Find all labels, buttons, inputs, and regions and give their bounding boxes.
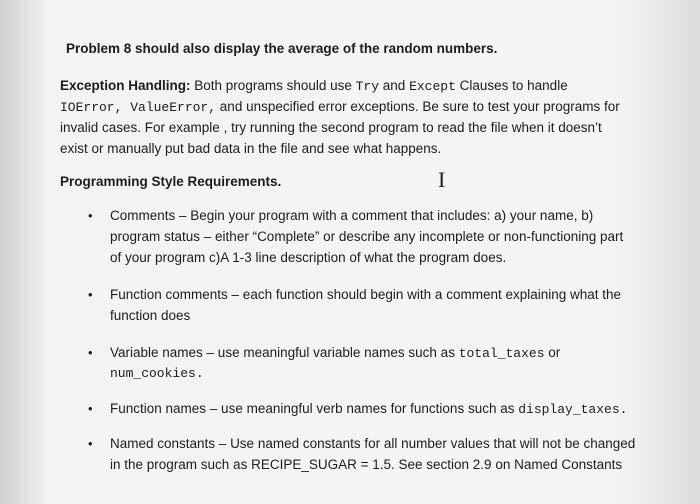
comments-line-2: program status – either “Complete” or describe any incomplete or non-functioning part (110, 229, 624, 244)
exception-text-4: and unspecified error exceptions. Be sure to test your programs for (216, 99, 620, 114)
except-keyword: Except (409, 79, 456, 94)
comments-line-1: Comments – Begin your program with a comment that includes: a) your name, b) (110, 208, 594, 223)
function-comments-line-1: Function comments – each function should begin with a comment explaining what the (110, 287, 622, 302)
display-taxes-code: display_taxes. (518, 402, 628, 417)
programming-style-heading: Programming Style Requirements. (60, 174, 282, 189)
exception-text-2: and (379, 78, 410, 93)
variable-names-line-1 (110, 342, 560, 364)
comments-line-3: of your program c)A 1-3 line description of what the program does. (110, 250, 507, 265)
bullet-icon: • (88, 208, 93, 223)
function-names-line (110, 398, 627, 420)
total-taxes-code: total_taxes (458, 346, 545, 361)
bullet-icon: • (88, 345, 93, 360)
exception-line-3: invalid cases. For example , try running the second program to read the file when it doesn’t (60, 120, 602, 135)
exception-handling-label: Exception Handling: (60, 78, 191, 93)
exception-line-4: exist or manually put bad data in the file and see what happens. (60, 141, 442, 156)
named-constants-line-2: in the program such as RECIPE_SUGAR = 1.5. See section 2.9 on Named Constants (110, 457, 623, 472)
ioerror-keyword: IOError, (60, 100, 123, 115)
num-cookies-code: num_cookies. (110, 366, 204, 381)
exception-text-1: Both programs should use (194, 78, 356, 93)
named-constants-line-1: Named constants – Use named constants for all number values that will not be changed (110, 436, 636, 451)
variable-names-text: Variable names – use meaningful variable names such as (110, 345, 459, 360)
exception-text-3: Clauses to handle (455, 78, 568, 93)
variable-names-or: or (544, 345, 561, 360)
try-keyword: Try (355, 79, 380, 94)
exception-line-1 (60, 75, 568, 97)
valueerror-keyword: ValueError, (122, 100, 217, 115)
bullet-icon: • (88, 401, 93, 416)
function-names-text: Function names – use meaningful verb names for functions such as (110, 401, 519, 416)
text-cursor-icon: I (438, 167, 446, 192)
problem-8-note: Problem 8 should also display the average of the random numbers. (66, 41, 498, 56)
function-comments-line-2: function does (110, 308, 191, 323)
bullet-icon: • (88, 287, 93, 302)
bullet-icon: • (88, 436, 93, 451)
exception-line-2 (60, 96, 620, 118)
